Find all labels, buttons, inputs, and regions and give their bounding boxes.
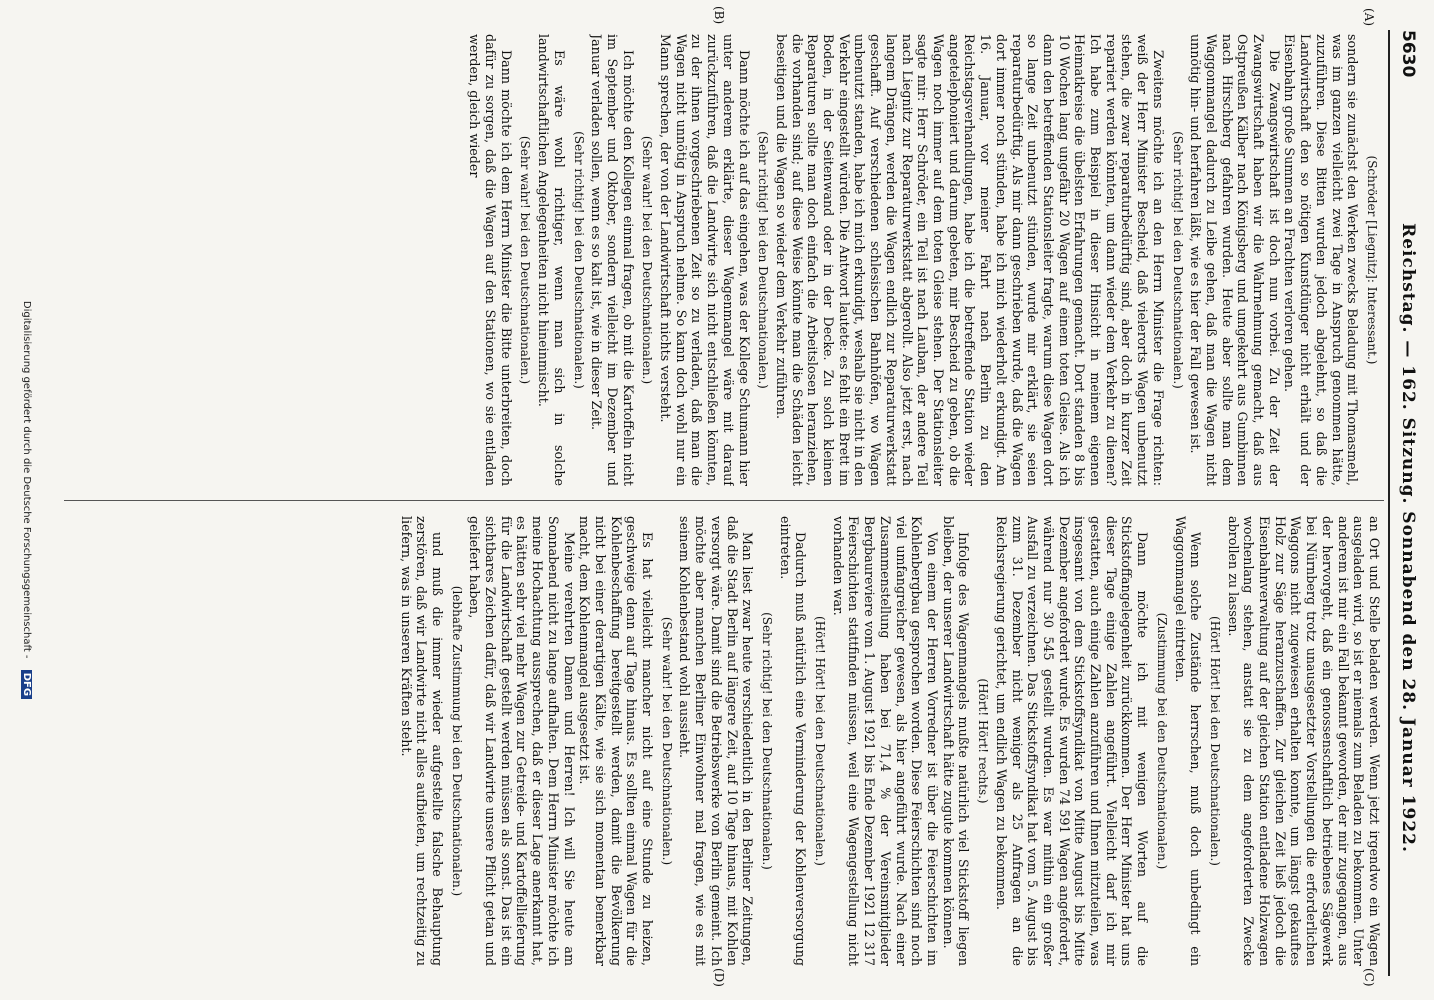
interjection: (Sehr richtig! bei den Deutschnationalen.) (571, 131, 586, 389)
interjection: (Sehr richtig! bei den Deutschnationalen.) (759, 612, 774, 870)
paragraph: Wenn solche Zustände herrschen, muß doch unbedingt ein Waggonmangel eintreten. (1172, 516, 1204, 966)
margin-mark-a: (A) (1362, 8, 1376, 27)
paragraph: Von einem der Herren Vorredner ist über die Feierschichten im Kohlenbergbau gesprochen worden. Diese Feierschichten sind noch viel umfangreicher gewesen, als hier angeführt wurde. Nach einer Zusammenstellung haben bei 71,4 % der Vereinsmitglieder Bergbaureviere vom 1. August 1921 bis Ende Dezember 1921 12 317 Feierschichten stattfinden müssen, weil eine Wagengestellung nicht vorhanden war. (830, 516, 941, 966)
running-title: Reichstag. — 162. Sitzung. Sonnabend den 28. Januar 1922. (1398, 223, 1418, 853)
paragraph: Dann möchte ich dem Herrn Minister die Bitte unterbreiten, doch dafür zu sorgen, daß die Wagen auf den Stationen, wo sie entladen werden, gleich wieder (467, 34, 514, 486)
paragraph: sondern sie zunächst den Werken zwecks Beladung mit Thomasmehl, was im ganzen vielleicht zwei Tage in Anspruch genommen hätte, zuzuführen. Diese Bitten wurden jedoch abgelehnt, so daß die Landwirtschaft den so nötigen Kunstdünger nicht erhält und der Eisenbahn große Summen an Frachten verloren gehen. (1282, 34, 1361, 486)
interjection: (Hört! Hört! bei den Deutschnationalen.) (1207, 616, 1222, 866)
margin-mark-d: (D) (712, 968, 726, 987)
interjection: (Sehr richtig! bei den Deutschnationalen.) (756, 131, 771, 389)
paragraph: und muß die immer wieder aufgestellte falsche Behauptung zerstören, daß wir Landwirte nicht alles aufbieten, um rechtzeitig zu liefern, was in unseren Kräften steht. (398, 516, 445, 966)
left-column (67, 34, 1382, 486)
paragraph: Es hat vielleicht mancher nicht auf eine Stunde zu heizen, geschweige denn auf Tage hinaus. Es sollten einmal Wagen für die Kohlenbeschaffung bereitgestellt werden, damit die Bevölkerung nicht bei einer derartigen Kälte, wie sie sich momentan bemerkbar macht, dem Kohlenmangel ausgesetzt ist. (577, 516, 656, 966)
interjection: (lebhafte Zustimmung bei den Deutschnationalen.) (449, 585, 464, 897)
paragraph: Es wäre wohl richtiger, wenn man sich in solche landwirtschaftlichen Angelegenheiten nicht hineinmischt. (536, 34, 567, 486)
speaker-note: (Schröder [Liegnitz]: Interessant.) (1365, 155, 1379, 365)
paragraph: Zweitens möchte ich an den Herrn Minister die Frage richten: weiß der Herr Minister Bescheid, daß vielerorts Wagen unbenutzt stehen, die zwar reparaturbedürftig sind, aber doch in kurzer Zeit repariert werden könnten, um dann wieder dem Verkehr zu dienen? Ich habe zum Beispiel in dieser Hinsicht in meinem eigenen Heimatkreise die übelsten Erfahrungen gemacht. Dort standen 8 bis 10 Wochen lang ungefähr 20 Wagen auf einem toten Gleise. Als ich dann den betreffenden Stationsleiter fragte, warum diese Wagen dort so lange Zeit unbenutzt stünden, wurde mir erklärt, sie seien reparaturbedürftig. Als mir dann geschrieben wurde, daß die Wagen dort immer noch stünden, habe ich mich wiederholt erkundigt. Am 16. Januar, vor meiner Fahrt nach Berlin zu den Reichstagsverhandlungen, habe ich die betreffende Station wieder angetelephoniert und darum gebeten, mir Bescheid zu geben, ob die Wagen noch immer auf dem toten Gleise stehen. Der Stationsleiter sagte mir: Herr Schröder, ein Teil ist nach Lauban, der andere Teil nach Liegnitz zur Reparaturwerkstatt abgerollt. Also jetzt erst, nach langem Drängen, werden die Wagen endlich zur Reparaturwerkstatt geschafft. Auf verschiedenen schlesischen Bahnhöfen, wo Wagen unbenutzt standen, habe ich mich erkundigt, weshalb sie nicht in den Verkehr eingestellt würden. Die Antwort lautete: es fehlt ein Brett im Boden, in der Seitenwand oder in der Decke. Zu solch kleinen Reparaturen sollte man doch einfach die Arbeitslosen heranziehen, die vorhanden sind; auf diese Weise könnte man die Schäden leicht beseitigen und die Wagen so wieder dem Verkehr zuführen. (773, 34, 1166, 486)
margin-mark-c: (C) (1362, 968, 1376, 987)
paragraph: Meine verehrten Damen und Herren! Ich will Sie heute am Sonnabend nicht zu lange aufhalten. Dem Herrn Minister möchte ich meine Hochachtung aussprechen, daß er dieser Lage anerkannt hat, es hätten sehr viel mehr Wagen zur Getreide- und Kartoffellieferung für die Landwirtschaft gestellt werden müssen als sonst. Das ist ein sichtbares Zeichen dafür, daß wir Landwirte unsere Pflicht getan und geliefert haben, (467, 516, 577, 966)
header-rule (1388, 30, 1390, 976)
margin-mark-b: (B) (712, 6, 726, 25)
paragraph: Ich möchte den Kollegen einmal fragen, ob mit die Kartoffeln nicht im September und Oktober, sondern vielleicht im Dezember und Januar verladen sollen, wenn es so kalt ist, wie in dieser Zeit. (589, 34, 636, 486)
column-divider (64, 500, 1384, 501)
interjection: (Hört! Hört! rechts.) (976, 678, 991, 804)
page-number: 5630 (1398, 30, 1418, 78)
interjection: (Zustimmung bei den Deutschnationalen.) (1154, 612, 1169, 870)
paragraph: Dann möchte ich mit wenigen Worten auf die Stickstoffangelegenheit zurückkommen. Der Herr Minister hat uns dieser Tage einige Zahlen angeführt. Vielleicht darf ich mir gestatten, auch einige Zahlen anzuführen und Ihnen mitzuteilen, was insgesamt von dem Stickstoffsyndikat von Mitte August bis Mitte Dezember angefordert wurde. Es wurden 74 591 Wagen angefordert, während nur 30 545 gestellt wurden. Es war mithin ein großer Ausfall zu verzeichnen. Das Stickstoffsyndikat hat vom 5. August bis zum 31. Dezember nicht weniger als 25 Anfragen an die Reichsregierung gerichtet, um endlich Wagen zu bekommen. (993, 516, 1151, 966)
interjection: (Sehr wahr! bei den Deutschnationalen.) (659, 616, 674, 866)
paragraph: Dann möchte ich auf das eingehen, was der Kollege Schumann hier unter anderem erklärte, dieser Wagenmangel wäre mit darauf zurückzuführen, daß die Landwirte sich nicht entschließen könnten, zu der ihnen vorgeschriebenen Zeit so zu verladen, daß man die Wagen nicht unnötig in Anspruch nehme. So kann doch wohl nur ein Mann sprechen, der von der Landwirtschaft nichts versteht. (658, 34, 752, 486)
footer-text: Digitalisierung gefördert durch die Deutsche Forschungsgemeinschaft - (21, 300, 32, 659)
right-column (67, 516, 1382, 966)
paragraph: Infolge des Wagenmangels mußte natürlich viel Stickstoff liegen bleiben, der unserer Landwirtschaft hätte zugute kommen können. (940, 516, 972, 966)
page-header (1392, 30, 1418, 976)
paragraph: Man liest zwar heute verschiedentlich in den Berliner Zeitungen, daß die Stadt Berlin auf längere Zeit, auf 10 Tage hinaus, mit Kohlen versorgt wäre. Damit sind die Betriebswerke von Berlin gemeint. Ich möchte aber manchen Berliner Einwohner mal fragen, wie es mit seinem Kohlenbestand wohl aussieht. (677, 516, 756, 966)
paragraph: Die Zwangswirtschaft ist doch nun vorbei. Zu der Zeit der Zwangswirtschaft haben wir die Wahrnehmung gemacht, daß aus Ostpreußen Kälber nach Königsberg und umgekehrt aus Gumbinnen nach Hirschberg gefahren wurden. Heute aber sollte man dem Waggonmangel dadurch zu Leibe gehen, daß man die Wagen nicht unnötig hin- und herfahren läßt, wie es hier der Fall gewesen ist. (1188, 34, 1282, 486)
interjection: (Sehr wahr! bei den Deutschnationalen.) (640, 135, 655, 385)
paragraph: an Ort und Stelle beladen werden. Wenn jetzt irgendwo ein Wagen ausgeladen wird, so ist er niemals zum Beladen zu bekommen. Unter anderem ist mir ein Fall bekannt geworden, der mir zugegangen, aus der hervorgeht, daß ein genossenschaftlich betriebenes Sägewerk bei Nürnberg trotz unausgesetzter Vorstellungen die erforderlichen Waggons nicht zugewiesen erhalten konnte, um längst gekauftes Holz zur Säge heranzuschaffen. Zur gleichen Zeit ließ jedoch die Eisenbahnverwaltung auf der gleichen Station entladene Holzwagen wochenlang stehen, anstatt sie zu dem angeforderten Zwecke abrollen zu lassen. (1225, 516, 1382, 966)
interjection: (Sehr richtig! bei den Deutschnationalen.) (1170, 131, 1185, 389)
interjection: (Sehr wahr! bei den Deutschnationalen.) (518, 135, 533, 385)
digitization-footer (21, 0, 32, 1000)
paragraph: Dadurch muß natürlich eine Verminderung der Kohlenversorgung eintreten. (777, 516, 809, 966)
interjection: (Hört! Hört! bei den Deutschnationalen.) (813, 616, 828, 866)
dfg-logo: DFG (21, 670, 32, 699)
